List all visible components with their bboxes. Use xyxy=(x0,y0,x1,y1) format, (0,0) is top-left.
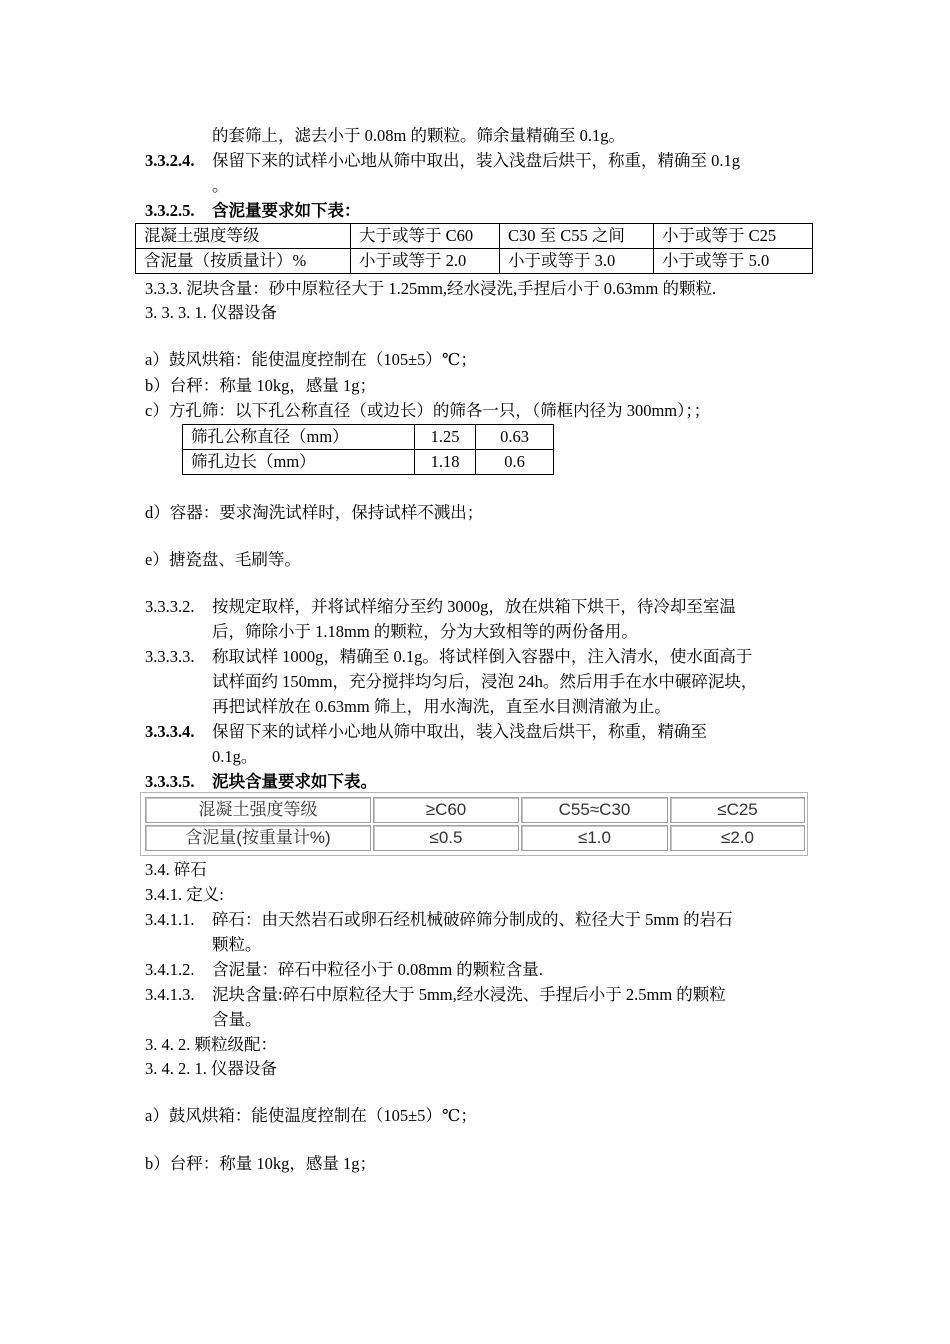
table-cell: 0.63 xyxy=(476,425,554,450)
table-row xyxy=(136,249,813,274)
table-cell: C30 至 C55 之间 xyxy=(500,224,654,249)
clause-text: 泥块含量要求如下表。 xyxy=(212,772,377,791)
table-cell: 筛孔公称直径（mm） xyxy=(183,425,415,450)
clause-number: 3.4.1.2. xyxy=(145,960,195,979)
clause-number: 3.4.1.3. xyxy=(145,985,195,1004)
table-cell: 含泥量(按重量计%) xyxy=(145,825,371,851)
table-row xyxy=(183,450,554,475)
mud-content-table xyxy=(135,223,813,274)
clause-3-4-1-3 xyxy=(145,983,726,1007)
table-cell: 大于或等于 C60 xyxy=(351,224,500,249)
paragraph-line: 3. 3. 3. 1. 仪器设备 xyxy=(145,303,277,322)
paragraph-line: 3. 4. 2. 1. 仪器设备 xyxy=(145,1059,277,1078)
table-cell: 小于或等于 5.0 xyxy=(654,249,813,274)
paragraph-line: d）容器：要求淘洗试样时，保持试样不溅出； xyxy=(145,503,484,522)
clause-3-3-3-3 xyxy=(145,645,752,669)
clause-text: 含泥量要求如下表： xyxy=(212,201,361,220)
paragraph-line: 3.3.3. 泥块含量：砂中原粒径大于 1.25mm,经水浸洗,手捏后小于 0.63mm 的颗粒. xyxy=(145,279,717,298)
clause-3-3-3-4 xyxy=(145,720,707,744)
paragraph-line: 的套筛上，滤去小于 0.08m 的颗粒。筛余量精确至 0.1g。 xyxy=(212,126,625,145)
paragraph-line: a）鼓风烘箱：能使温度控制在（105±5）℃； xyxy=(145,1106,477,1125)
paragraph-line: 后，筛除小于 1.18mm 的颗粒，分为大致相等的两份备用。 xyxy=(212,622,638,641)
paragraph-line: b）台秤：称量 10kg，感量 1g； xyxy=(145,376,376,395)
clause-number: 3.3.2.5. xyxy=(145,201,195,220)
table-row xyxy=(145,825,805,851)
table-cell: 小于或等于 C25 xyxy=(654,224,813,249)
table-cell: C55≈C30 xyxy=(521,797,668,823)
table-row xyxy=(145,797,805,823)
clause-3-3-2-5 xyxy=(145,199,361,223)
table-cell: 混凝土强度等级 xyxy=(145,797,371,823)
table-cell: ≥C60 xyxy=(373,797,519,823)
clause-text: 含泥量：碎石中粒径小于 0.08mm 的颗粒含量. xyxy=(212,960,543,979)
paragraph-line: 试样面约 150mm，充分搅拌均匀后，浸泡 24h。然后用手在水中碾碎泥块， xyxy=(212,672,758,691)
clause-3-3-3-2 xyxy=(145,595,736,619)
table-cell: 1.25 xyxy=(415,425,476,450)
clause-3-3-2-4 xyxy=(145,149,740,173)
paragraph-line: e）搪瓷盘、毛刷等。 xyxy=(145,550,301,569)
table-cell: ≤0.5 xyxy=(373,825,519,851)
clause-number: 3.4.1.1. xyxy=(145,910,195,929)
clause-number: 3.3.3.3. xyxy=(145,647,195,666)
paragraph-line: 含量。 xyxy=(212,1010,262,1029)
paragraph-line: 3.4.1. 定义: xyxy=(145,885,224,904)
clause-text: 按规定取样，并将试样缩分至约 3000g，放在烘箱下烘干，待冷却至室温 xyxy=(212,597,736,616)
lump-content-table xyxy=(143,795,807,853)
paragraph-line: c）方孔筛：以下孔公称直径（或边长）的筛各一只，（筛框内径为 300mm）；； xyxy=(145,401,711,420)
paragraph-line: a）鼓风烘箱：能使温度控制在（105±5）℃； xyxy=(145,350,477,369)
clause-number: 3.3.3.2. xyxy=(145,597,195,616)
table-row xyxy=(136,224,813,249)
table-row xyxy=(183,425,554,450)
table-cell: 筛孔边长（mm） xyxy=(183,450,415,475)
clause-number: 3.3.3.4. xyxy=(145,722,195,741)
paragraph-line: 再把试样放在 0.63mm 筛上，用水淘洗，直至水目测清澈为止。 xyxy=(212,697,671,716)
sieve-table xyxy=(182,424,554,475)
clause-3-4-1-1 xyxy=(145,908,733,932)
table-cell: 1.18 xyxy=(415,450,476,475)
clause-3-4-1-2 xyxy=(145,958,543,982)
table-cell: ≤1.0 xyxy=(521,825,668,851)
paragraph-line: b）台秤：称量 10kg，感量 1g； xyxy=(145,1154,376,1173)
lump-content-table-frame xyxy=(140,792,808,856)
table-cell: ≤C25 xyxy=(670,797,805,823)
table-cell: 小于或等于 2.0 xyxy=(351,249,500,274)
paragraph-line: 0.1g。 xyxy=(212,747,258,766)
clause-text: 保留下来的试样小心地从筛中取出，装入浅盘后烘干，称重，精确至 xyxy=(212,722,707,741)
table-cell: 0.6 xyxy=(476,450,554,475)
paragraph-line: 。 xyxy=(212,176,229,195)
table-cell: ≤2.0 xyxy=(670,825,805,851)
paragraph-line: 3. 4. 2. 颗粒级配： xyxy=(145,1035,277,1054)
clause-text: 称取试样 1000g，精确至 0.1g。将试样倒入容器中，注入清水，使水面高于 xyxy=(212,647,753,666)
clause-number: 3.3.2.4. xyxy=(145,151,195,170)
table-cell: 混凝土强度等级 xyxy=(136,224,351,249)
table-cell: 小于或等于 3.0 xyxy=(500,249,654,274)
table-cell: 含泥量（按质量计）% xyxy=(136,249,351,274)
clause-number: 3.3.3.5. xyxy=(145,772,195,791)
paragraph-line: 颗粒。 xyxy=(212,935,262,954)
clause-text: 泥块含量:碎石中原粒径大于 5mm,经水浸洗、手捏后小于 2.5mm 的颗粒 xyxy=(212,985,726,1004)
section-heading: 3.4. 碎石 xyxy=(145,860,207,879)
clause-text: 保留下来的试样小心地从筛中取出，装入浅盘后烘干，称重，精确至 0.1g xyxy=(212,151,740,170)
clause-3-3-3-5 xyxy=(145,770,377,794)
clause-text: 碎石：由天然岩石或卵石经机械破碎筛分制成的、粒径大于 5mm 的岩石 xyxy=(212,910,733,929)
